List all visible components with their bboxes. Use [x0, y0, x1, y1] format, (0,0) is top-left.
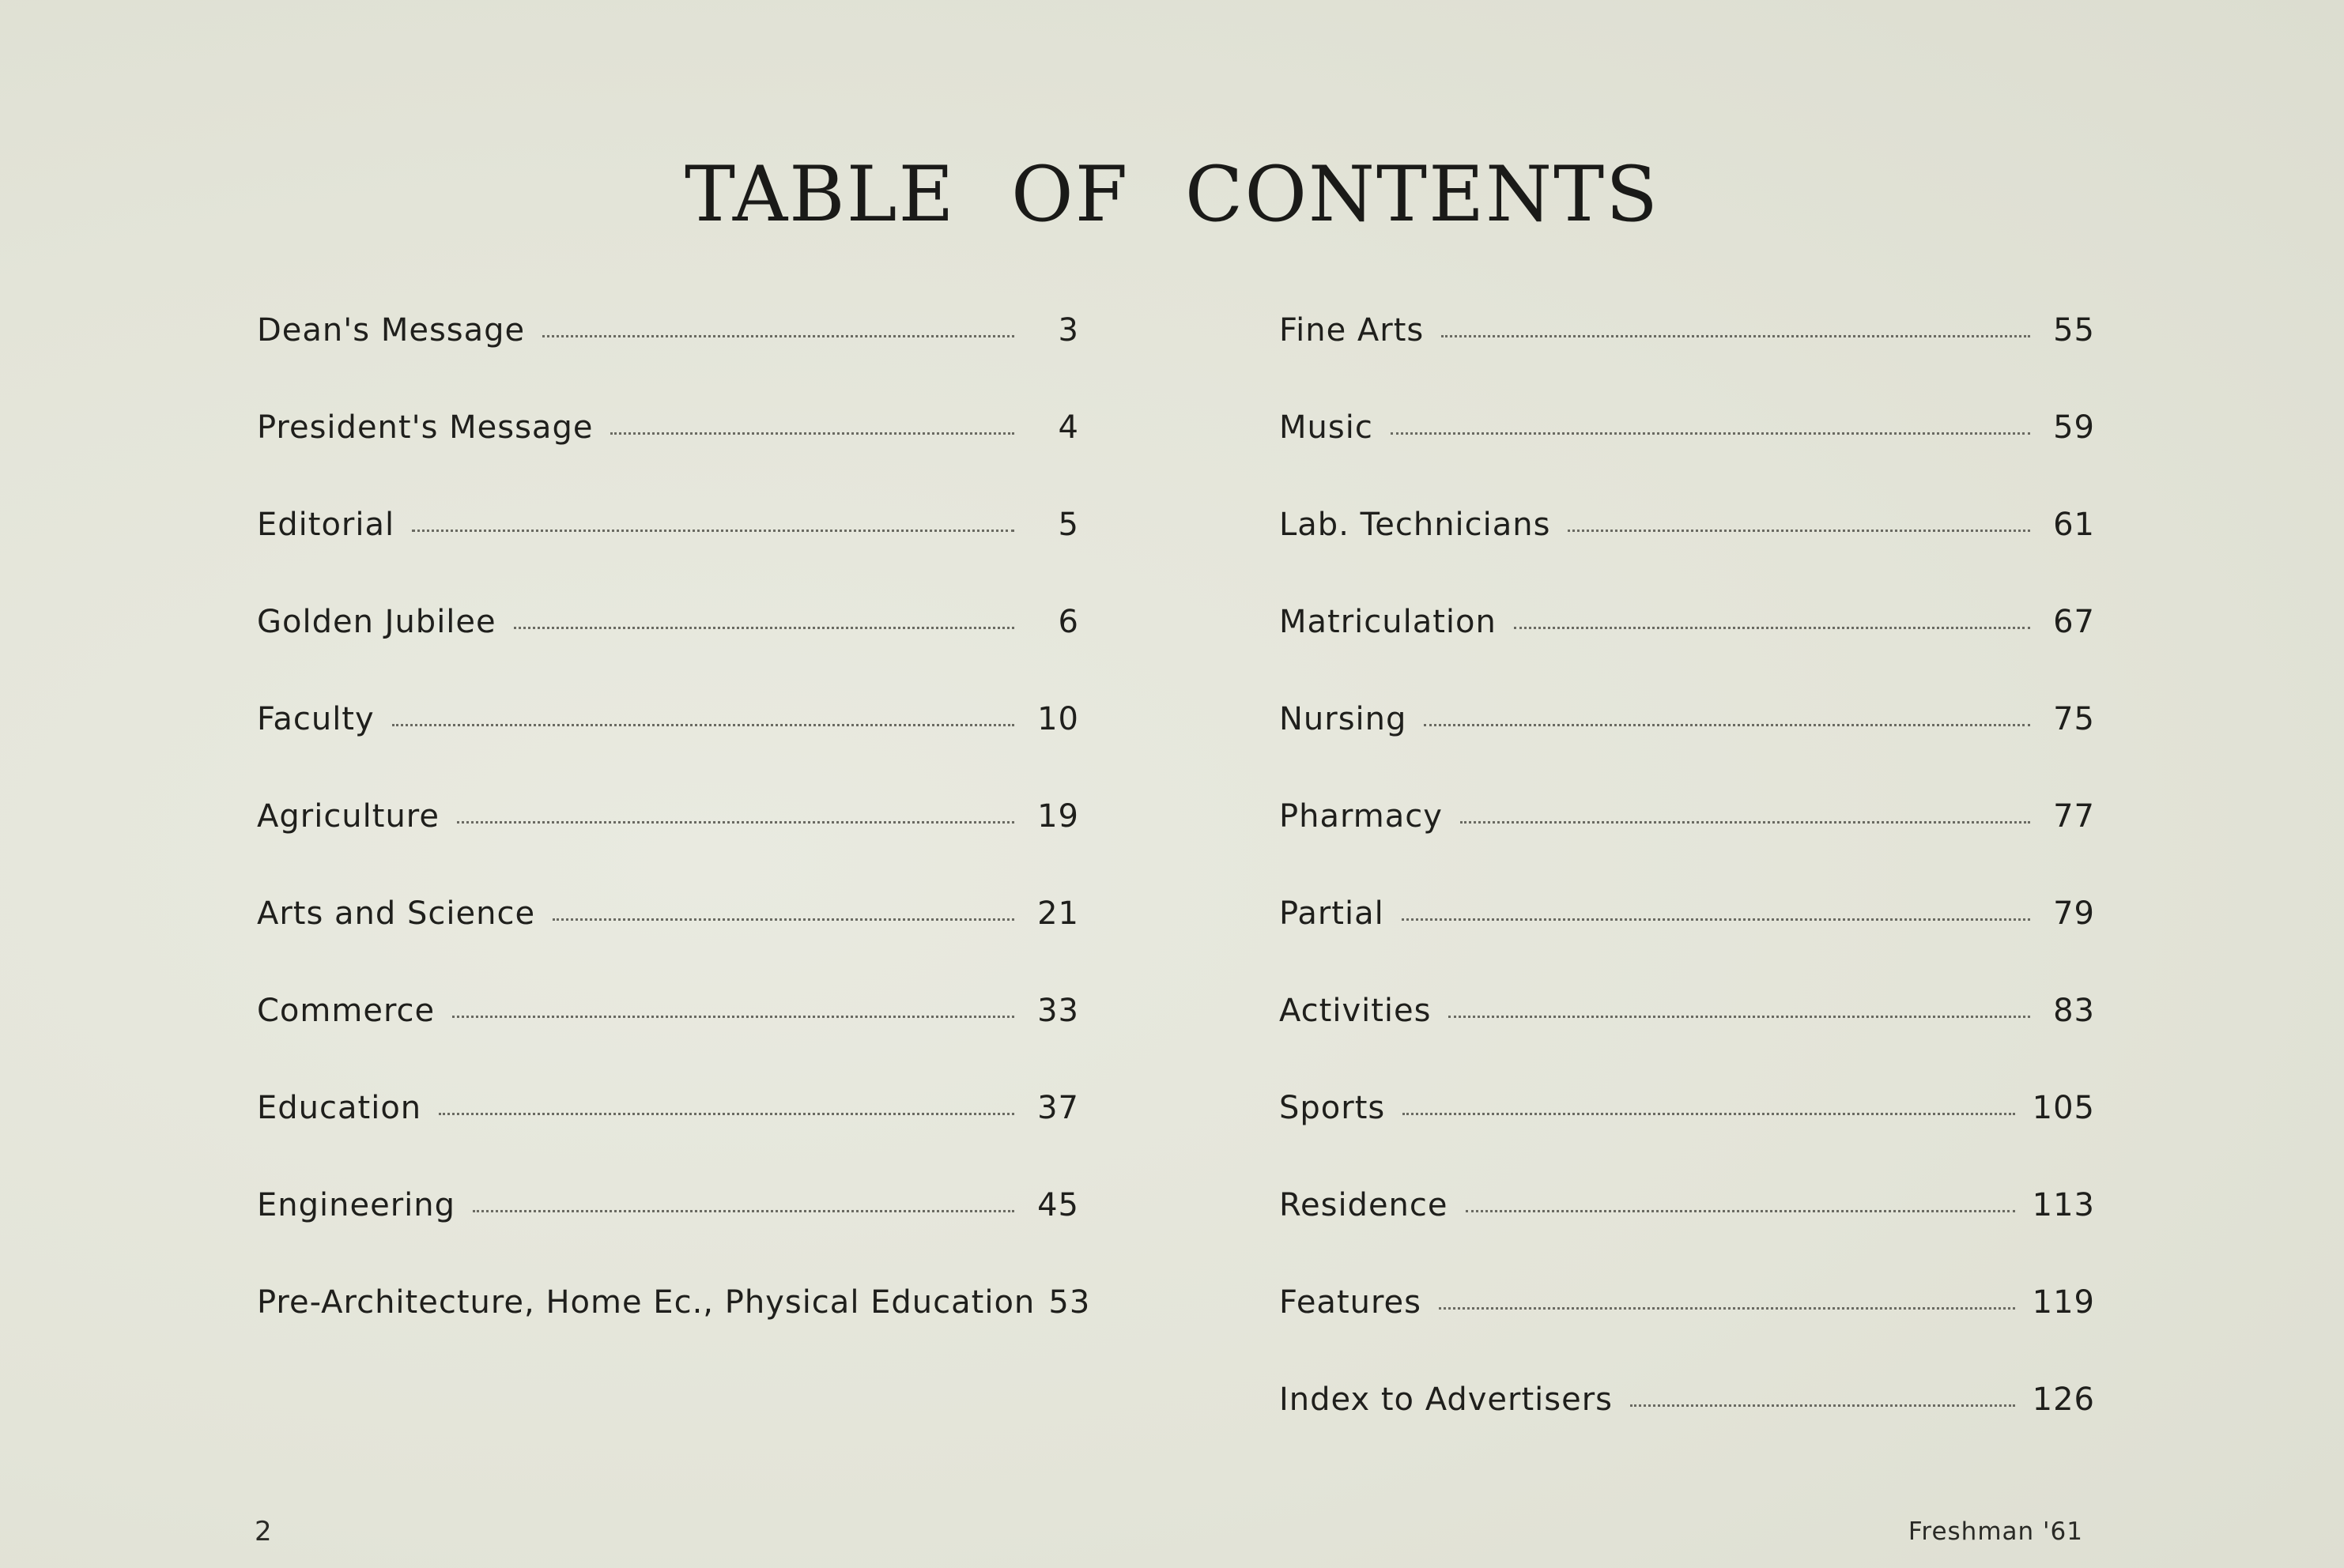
dot-leader — [452, 1016, 1014, 1018]
toc-entry-page: 33 — [1037, 993, 1079, 1029]
toc-entry-page: 126 — [2032, 1381, 2095, 1418]
toc-entry-page: 19 — [1037, 798, 1079, 835]
toc-entry[interactable] — [1279, 993, 2095, 1090]
toc-entry-page: 119 — [2032, 1284, 2095, 1321]
dot-leader — [553, 918, 1014, 921]
toc-entry-label: Editorial — [257, 507, 395, 543]
toc-entry-label: Lab. Technicians — [1279, 507, 1551, 543]
toc-entry-page: 79 — [2053, 895, 2095, 932]
toc-entry-label: Commerce — [257, 993, 436, 1029]
toc-entry[interactable] — [257, 798, 1079, 895]
dot-leader — [1439, 1307, 2015, 1310]
toc-entry[interactable] — [1279, 1090, 2095, 1187]
toc-entry-page: 75 — [2053, 701, 2095, 737]
toc-entry-page: 77 — [2053, 798, 2095, 835]
dot-leader — [457, 821, 1014, 824]
toc-entry-label: Residence — [1279, 1187, 1448, 1223]
dot-leader — [412, 530, 1014, 532]
toc-entry-page: 21 — [1037, 895, 1079, 932]
dot-leader — [1448, 1016, 2030, 1018]
toc-entry[interactable] — [257, 1284, 1091, 1381]
toc-entry[interactable] — [1279, 1284, 2095, 1381]
toc-entry-page: 37 — [1037, 1090, 1079, 1126]
dot-leader — [392, 724, 1014, 726]
toc-entry-page: 45 — [1037, 1187, 1079, 1223]
toc-entry[interactable] — [1279, 312, 2095, 409]
toc-entry-page: 67 — [2053, 604, 2095, 640]
toc-entry[interactable] — [257, 701, 1079, 798]
dot-leader — [1460, 821, 2030, 824]
dot-leader — [1424, 724, 2030, 726]
toc-entry-label: Arts and Science — [257, 895, 536, 932]
toc-entry-page: 55 — [2053, 312, 2095, 349]
toc-entry[interactable] — [1279, 798, 2095, 895]
toc-entry[interactable] — [257, 1187, 1079, 1284]
dot-leader — [1441, 335, 2030, 337]
dot-leader — [439, 1113, 1014, 1115]
toc-entry[interactable] — [1279, 1381, 2095, 1479]
toc-right-column — [1279, 312, 2095, 1479]
toc-entry[interactable] — [1279, 409, 2095, 507]
toc-entry-label: Pharmacy — [1279, 798, 1443, 835]
toc-entry[interactable] — [1279, 895, 2095, 993]
dot-leader — [1630, 1404, 2015, 1407]
toc-entry[interactable] — [257, 993, 1079, 1090]
toc-entry-page: 83 — [2053, 993, 2095, 1029]
toc-entry[interactable] — [1279, 701, 2095, 798]
toc-entry-label: Fine Arts — [1279, 312, 1425, 349]
toc-entry-page: 53 — [1048, 1284, 1091, 1321]
toc-entry-label: Index to Advertisers — [1279, 1381, 1614, 1418]
toc-entry[interactable] — [1279, 507, 2095, 604]
toc-entry-label: Agriculture — [257, 798, 440, 835]
dot-leader — [1514, 627, 2030, 629]
toc-entry-label: Sports — [1279, 1090, 1386, 1126]
toc-entry-page: 105 — [2032, 1090, 2095, 1126]
toc-left-column — [257, 312, 1091, 1381]
toc-entry-page: 6 — [1058, 604, 1079, 640]
toc-entry-label: Golden Jubilee — [257, 604, 496, 640]
toc-entry-label: Matriculation — [1279, 604, 1497, 640]
dot-leader — [1466, 1210, 2015, 1212]
toc-entry[interactable] — [257, 604, 1079, 701]
page-title: TABLE OF CONTENTS — [685, 150, 1659, 239]
dot-leader — [473, 1210, 1014, 1212]
toc-entry[interactable] — [257, 312, 1079, 409]
toc-entry-page: 59 — [2053, 409, 2095, 446]
toc-entry-page: 113 — [2032, 1187, 2095, 1223]
folio-page-number: 2 — [255, 1516, 272, 1547]
toc-entry-label: Activities — [1279, 993, 1432, 1029]
dot-leader — [1402, 1113, 2014, 1115]
toc-entry[interactable] — [257, 409, 1079, 507]
toc-entry-label: President's Message — [257, 409, 594, 446]
dot-leader — [514, 627, 1014, 629]
toc-entry[interactable] — [1279, 604, 2095, 701]
toc-entry-page: 4 — [1058, 409, 1079, 446]
toc-entry[interactable] — [257, 895, 1079, 993]
dot-leader — [1402, 918, 2030, 921]
toc-entry-label: Education — [257, 1090, 422, 1126]
toc-entry-label: Music — [1279, 409, 1373, 446]
toc-entry-label: Nursing — [1279, 701, 1407, 737]
dot-leader — [610, 432, 1014, 435]
dot-leader — [542, 335, 1014, 337]
toc-entry-page: 5 — [1058, 507, 1079, 543]
toc-entry-label: Features — [1279, 1284, 1421, 1321]
toc-entry[interactable] — [257, 1090, 1079, 1187]
running-footer-publication: Freshman '61 — [1908, 1517, 2083, 1546]
toc-entry-page: 10 — [1037, 701, 1079, 737]
toc-entry-label: Faculty — [257, 701, 375, 737]
toc-entry-page: 3 — [1058, 312, 1079, 349]
toc-entry-label: Dean's Message — [257, 312, 526, 349]
toc-entry-label: Engineering — [257, 1187, 455, 1223]
toc-entry-page: 61 — [2053, 507, 2095, 543]
dot-leader — [1568, 530, 2030, 532]
toc-entry[interactable] — [1279, 1187, 2095, 1284]
toc-entry-label: Partial — [1279, 895, 1384, 932]
toc-entry[interactable] — [257, 507, 1079, 604]
toc-entry-label: Pre-Architecture, Home Ec., Physical Education — [257, 1284, 1036, 1321]
dot-leader — [1391, 432, 2030, 435]
